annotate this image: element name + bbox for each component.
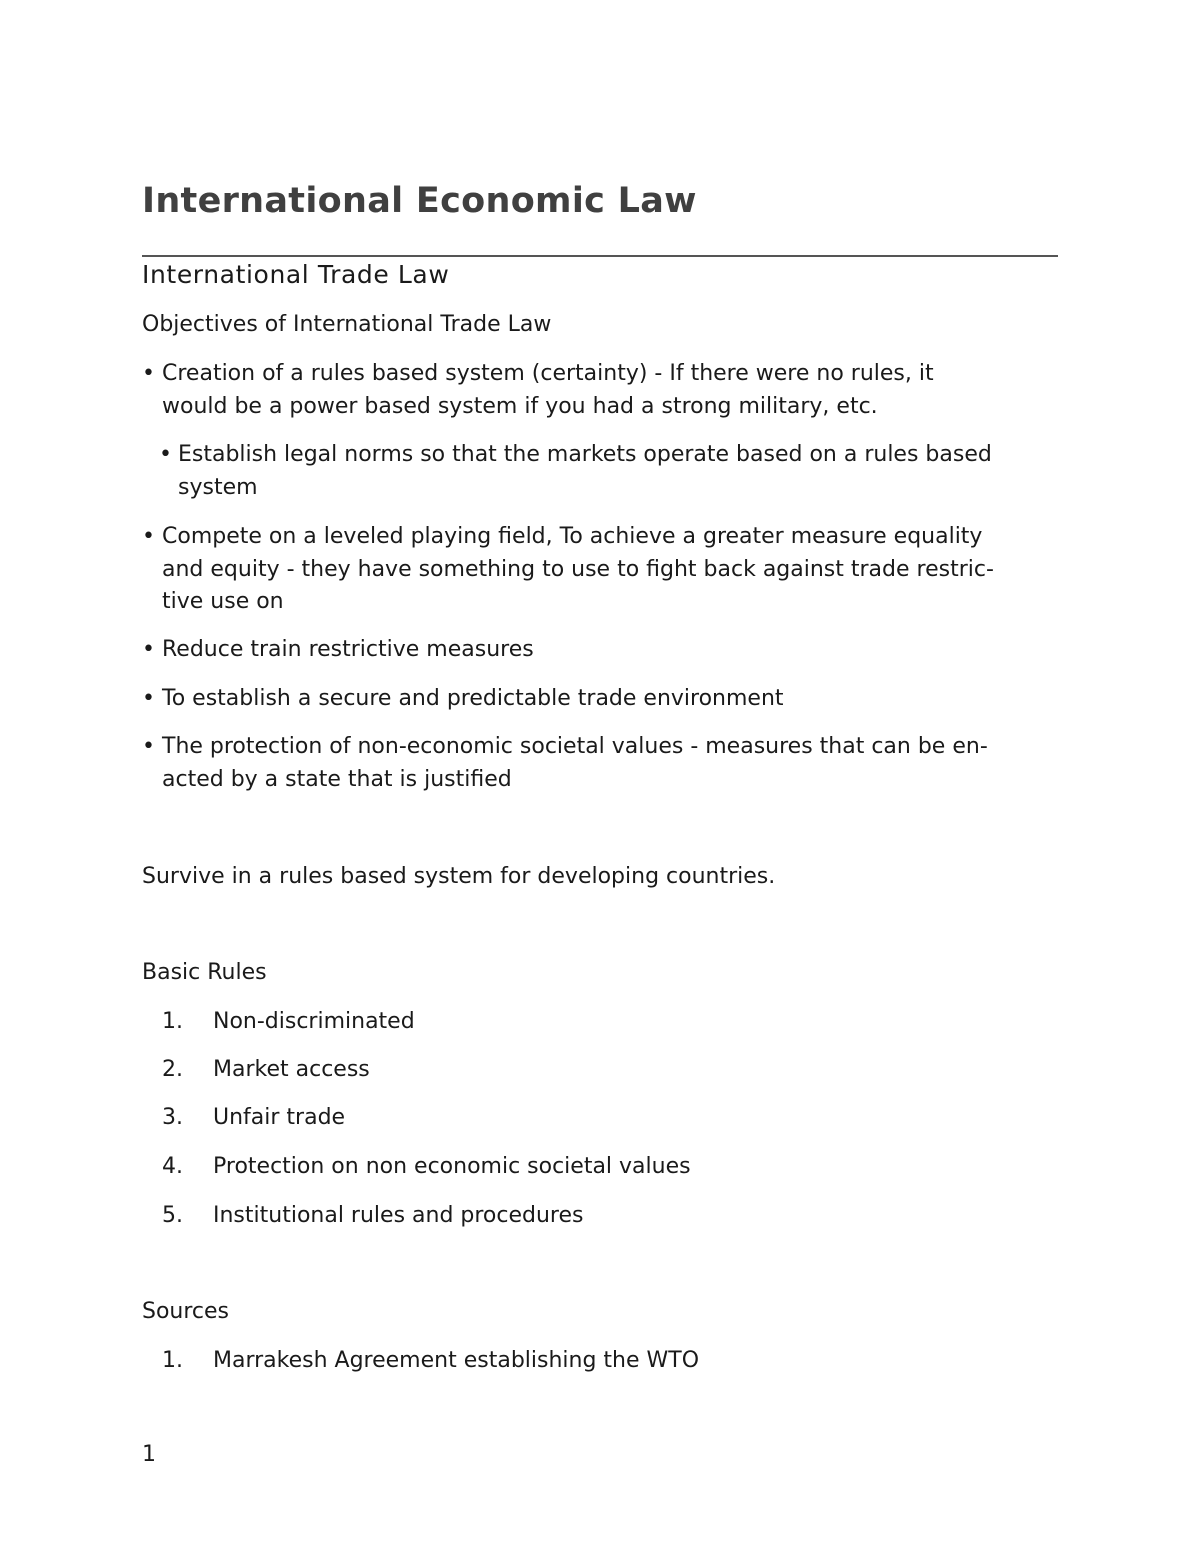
list-number: 2.	[162, 1057, 183, 1082]
objective-line: acted by a state that is justified	[162, 766, 512, 792]
list-number: 1.	[162, 1348, 183, 1373]
objective-subitem	[159, 439, 1054, 504]
title-divider	[142, 255, 1058, 257]
objective-line: Creation of a rules based system (certainty) - If there were no rules, it	[162, 361, 934, 386]
basic-rules-heading: Basic Rules	[142, 960, 267, 985]
objective-line: and equity - they have something to use to fight back against trade restric-	[162, 556, 994, 582]
survive-paragraph: Survive in a rules based system for developing countries.	[142, 864, 776, 889]
objective-line: Establish legal norms so that the markets operate based on a rules based	[178, 442, 992, 467]
bullet-marker: •	[142, 524, 155, 549]
objective-item	[142, 683, 1054, 716]
bullet-marker: •	[142, 734, 155, 759]
basic-rule-text: Unfair trade	[213, 1105, 346, 1130]
objective-line: would be a power based system if you had a strong military, etc.	[162, 393, 878, 419]
objective-item	[142, 521, 1054, 619]
list-number: 3.	[162, 1105, 183, 1130]
page-number: 1	[142, 1442, 156, 1467]
sources-heading: Sources	[142, 1299, 230, 1324]
objective-line: tive use on	[162, 589, 284, 614]
list-number: 1.	[162, 1009, 183, 1034]
objective-line: Reduce train restrictive measures	[162, 637, 534, 662]
document-page	[142, 0, 1058, 1553]
list-number: 5.	[162, 1203, 183, 1228]
bullet-marker: •	[159, 442, 172, 467]
document-title: International Economic Law	[142, 181, 697, 221]
bullet-marker: •	[142, 686, 155, 711]
objective-item	[142, 634, 1054, 667]
bullet-marker: •	[142, 361, 155, 386]
section-heading: International Trade Law	[142, 260, 450, 289]
basic-rule-text: Market access	[213, 1057, 370, 1082]
objectives-heading: Objectives of International Trade Law	[142, 312, 552, 337]
objective-line: system	[178, 474, 258, 500]
objective-line: To establish a secure and predictable trade environment	[162, 686, 784, 711]
bullet-marker: •	[142, 637, 155, 662]
objective-line: Compete on a leveled playing field, To achieve a greater measure equality	[162, 524, 983, 549]
basic-rule-text: Protection on non economic societal values	[213, 1154, 691, 1179]
basic-rule-text: Non-discriminated	[213, 1009, 415, 1034]
list-number: 4.	[162, 1154, 183, 1179]
source-text: Marrakesh Agreement establishing the WTO	[213, 1348, 700, 1373]
objective-item	[142, 731, 1054, 796]
objective-item	[142, 358, 1054, 423]
objective-line: The protection of non-economic societal values - measures that can be en-	[162, 734, 988, 759]
basic-rule-text: Institutional rules and procedures	[213, 1203, 584, 1228]
